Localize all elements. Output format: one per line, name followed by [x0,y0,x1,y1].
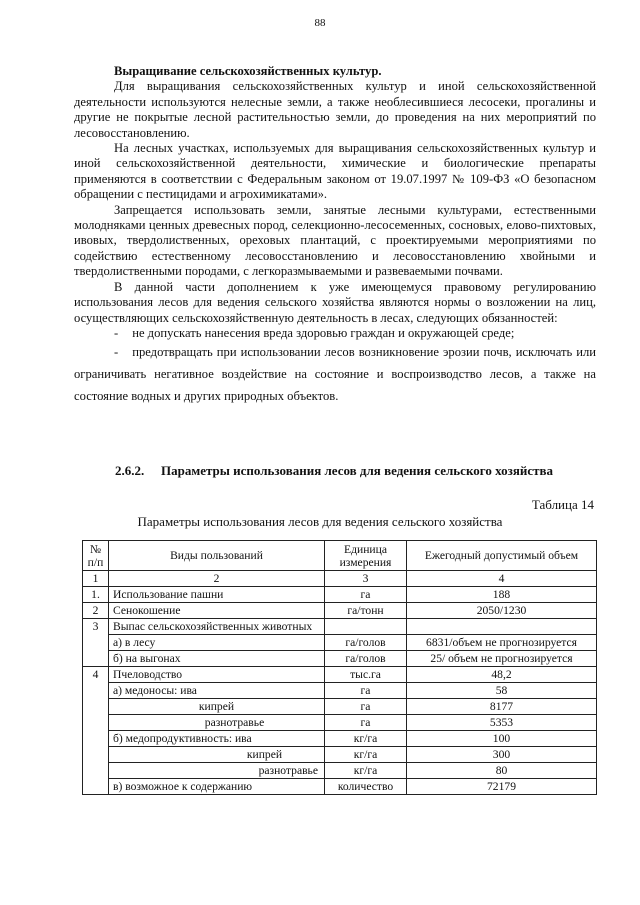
parameters-table [82,540,597,795]
table-row [83,635,597,651]
table-cell: га/тонн [325,603,407,619]
table-index-row [83,571,597,587]
table-cell: кг/га [325,747,407,763]
table-cell [83,747,109,763]
table-cell: 48,2 [407,667,597,683]
table-cell: 8177 [407,699,597,715]
table-cell: разнотравье [109,715,325,731]
paragraph: В данной части дополнением к уже имеющемуся правовому регулированию использования лесов для ведения сельского хозяйства являются нормы о возложении на лиц, осуществляющих сельскохозяйственную деятельность в лесах, следующих обязанностей: [74,279,596,325]
table-cell: 72179 [407,779,597,795]
bullet-item [74,341,596,407]
section-title: Параметры использования лесов для ведения сельского хозяйства [161,463,554,478]
header-cell: Виды пользований [109,541,325,571]
bullet-marker: - [114,325,119,340]
table-row [83,763,597,779]
table-cell: количество [325,779,407,795]
table-cell: Сенокошение [109,603,325,619]
bullet-marker: - [114,345,119,360]
table-row [83,651,597,667]
table-cell: а) в лесу [109,635,325,651]
section-heading [115,463,553,479]
table-row [83,667,597,683]
table-cell: га [325,683,407,699]
table-row [83,683,597,699]
table-cell: 2 [109,571,325,587]
table-cell: в) возможное к содержанию [109,779,325,795]
table-cell: 3 [83,619,109,667]
bullet-item [74,326,596,341]
paragraph: На лесных участках, используемых для выращивания сельскохозяйственных культур и иной сельскохозяйственной деятельности, химические и биологические препараты применяются в соответствии с Федеральным законом от 19.07.1997 № 109-ФЗ «О безопасном обращении с пестицидами и агрохимикатами». [74,141,596,202]
paragraph: Запрещается использовать земли, занятые лесными культурами, естественными молодняками ценных древесных пород, селекционно-лесосеменных, сосновых, елово-пихтовых, ивовых, твердолиственных, ореховых плантаций, с проектируемыми мероприятиями по содействию естественному лесовосстановлению и лесовосстановлению хвойными и твердолиственными породами, с легкоразмываемыми и развеваемыми почвами. [74,202,596,279]
header-cell: Ежегодный допустимый объем [407,541,597,571]
table-cell: а) медоносы: ива [109,683,325,699]
table-cell: 1 [83,571,109,587]
table-cell: б) медопродуктивность: ива [109,731,325,747]
table-cell [83,731,109,747]
table-cell: 2 [83,603,109,619]
table-row [83,603,597,619]
table-row [83,699,597,715]
header-cell: № п/п [83,541,109,571]
table-row [83,587,597,603]
body-text [74,64,596,407]
table-cell: га/голов [325,651,407,667]
table-cell: разнотравье [109,763,325,779]
table-row [83,731,597,747]
table-cell [83,683,109,699]
bullet-text: предотвращать при использовании лесов возникновение эрозии почв, исключать или ограничивать негативное воздействие на состояние и воспроизводство лесов, а также на состояние водных и других природных объектов. [74,345,596,404]
table-cell: 6831/объем не прогнозируется [407,635,597,651]
table-cell: га [325,699,407,715]
table-cell: б) на выгонах [109,651,325,667]
table-cell: Использование пашни [109,587,325,603]
section-number: 2.6.2. [115,463,145,478]
table-cell: 188 [407,587,597,603]
table-cell: тыс.га [325,667,407,683]
table-cell: кипрей [109,747,325,763]
table-row [83,715,597,731]
table-cell: га [325,715,407,731]
table-row [83,747,597,763]
table-header-row [83,541,597,571]
bullet-text: не допускать нанесения вреда здоровью граждан и окружающей среде; [132,325,515,340]
table-cell: 4 [83,667,109,683]
header-cell: Единица измерения [325,541,407,571]
table-cell: 2050/1230 [407,603,597,619]
table-cell: Пчеловодство [109,667,325,683]
table-cell: 58 [407,683,597,699]
table-cell: га/голов [325,635,407,651]
table-cell: 5353 [407,715,597,731]
table-cell: 1. [83,587,109,603]
table-cell: кг/га [325,731,407,747]
table-cell [325,619,407,635]
heading: Выращивание сельскохозяйственных культур. [114,64,382,78]
table-cell [83,699,109,715]
table-cell: 80 [407,763,597,779]
table-cell: 4 [407,571,597,587]
table-cell [83,779,109,795]
table-cell: га [325,587,407,603]
table-row [83,779,597,795]
table-cell: кг/га [325,763,407,779]
paragraph: Для выращивания сельскохозяйственных культур и иной сельскохозяйственной деятельности используются нелесные земли, а также необлесившиеся лесосеки, прогалины и другие не покрытые лесной растительностью земли, до проведения на них мероприятий по лесовосстановлению. [74,79,596,140]
table-title: Параметры использования лесов для ведения сельского хозяйства [137,514,503,529]
page-number: 88 [314,17,326,29]
table-row [83,619,597,635]
table-cell [407,619,597,635]
table-cell [83,715,109,731]
table-cell: 25/ объем не прогнозируется [407,651,597,667]
table-cell [83,763,109,779]
table-cell: 3 [325,571,407,587]
table-label: Таблица 14 [531,497,594,512]
table-cell: Выпас сельскохозяйственных животных [109,619,325,635]
table-cell: 100 [407,731,597,747]
table-cell: кипрей [109,699,325,715]
table-cell: 300 [407,747,597,763]
